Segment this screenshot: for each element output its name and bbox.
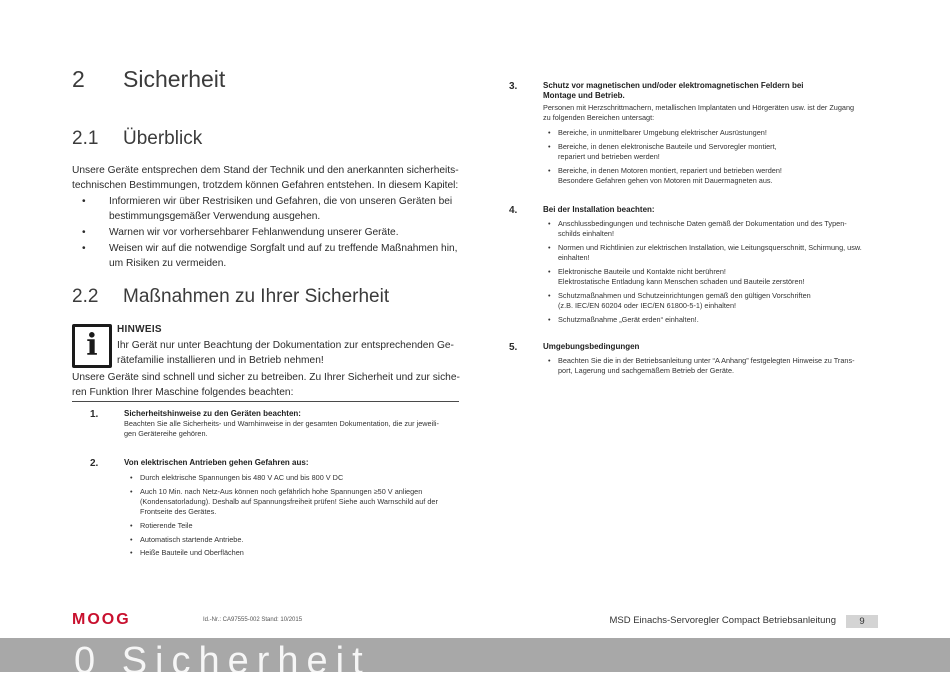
bullet-icon: •	[130, 548, 133, 558]
bullet-icon: •	[82, 227, 86, 238]
chapter-title: Sicherheit	[123, 66, 226, 92]
list-item: • Automatisch startende Antriebe.	[130, 534, 244, 544]
list-item: • Durch elektrische Spannungen bis 480 V AC und bis 800 V DC	[130, 473, 344, 482]
list-item: • Heiße Bauteile und Oberflächen	[130, 548, 244, 558]
list-item: • Schutzmaßnahme „Gerät erden“ einhalten!.	[548, 314, 699, 324]
step-number: 2.	[90, 458, 99, 469]
list-item: • Normen und Richtlinien zur elektrischen Installation, wie Leitungsquerschnitt, Schirmung, usw. einhalten!	[548, 242, 862, 263]
list-item: • Bereiche, in unmittelbarer Umgebung elektrischer Ausrüstungen!	[548, 128, 767, 137]
bullet-icon: •	[82, 243, 86, 254]
page-number: 9	[846, 615, 878, 628]
document-id: Id.-Nr.: CA97555-002 Stand: 10/2015	[203, 617, 303, 623]
section-number: 2.2	[72, 286, 99, 307]
list-item: • Warnen wir vor vorhersehbarer Fehlanwendung unserer Geräte.	[82, 227, 399, 238]
step-text: Personen mit Herzschrittmachern, metallischen Implantaten und Hörgeräten usw. ist der Zugang zu folgenden Bereichen untersagt:	[543, 103, 855, 123]
step-bullets	[548, 219, 878, 328]
bullet-icon: •	[548, 165, 551, 175]
measures-intro: Unsere Geräte sind schnell und sicher zu betreiben. Zu Ihrer Sicherheit und zur siche- ren Funktion Ihrer Maschine folgendes beachten:	[72, 372, 460, 398]
chapter-number: 2	[72, 66, 85, 92]
overview-bullets	[72, 194, 462, 271]
bullet-icon: •	[548, 266, 551, 276]
step-number: 5.	[509, 342, 518, 353]
note-heading: HINWEIS	[117, 324, 162, 335]
step-title: Schutz vor magnetischen und/oder elektromagnetischen Feldern bei Montage und Betrieb.	[543, 81, 804, 100]
step-bullets	[548, 128, 878, 190]
step-title: Bei der Installation beachten:	[543, 205, 655, 214]
bullet-icon: •	[130, 473, 133, 482]
text-line: technischen Bestimmungen, trotzdem können Gefahren entstehen. In diesem Kapitel:	[72, 180, 459, 191]
bullet-icon: •	[548, 242, 551, 252]
step-bullets	[548, 356, 878, 380]
list-item: • Elektronische Bauteile und Kontakte nicht berühren! Elektrostatische Entladung kann Menschen schaden und Bauteile zerstören!	[548, 266, 805, 287]
bullet-icon: •	[548, 314, 551, 324]
step-number: 3.	[509, 81, 518, 92]
bullet-icon: •	[548, 356, 551, 365]
bullet-icon: •	[130, 520, 133, 530]
document-title: MSD Einachs-Servoregler Compact Betriebsanleitung	[609, 615, 836, 626]
step-number: 1.	[90, 409, 99, 420]
bullet-icon: •	[130, 534, 133, 544]
info-icon: i	[72, 324, 112, 368]
bullet-icon: •	[548, 219, 551, 228]
list-item: • Rotierende Teile	[130, 520, 193, 530]
step-title: Sicherheitshinweise zu den Geräten beachten:	[124, 409, 301, 418]
step-title: Umgebungsbedingungen	[543, 342, 640, 351]
list-item: • Weisen wir auf die notwendige Sorgfalt und auf zu treffende Maßnahmen hin, um Risiken zu vermeiden.	[82, 243, 458, 269]
bullet-icon: •	[548, 141, 551, 151]
list-item: • Anschlussbedingungen und technische Daten gemäß der Dokumentation und des Typen- schilds einhalten!	[548, 219, 847, 239]
step-title: Von elektrischen Antrieben gehen Gefahren aus:	[124, 458, 309, 467]
note-text: Ihr Gerät nur unter Beachtung der Dokumentation zur entsprechenden Ge- rätefamilie installieren und in Betrieb nehmen!	[117, 340, 454, 366]
list-item: • Schutzmaßnahmen und Schutzeinrichtungen gemäß den gültigen Vorschriften (z.B. IEC/EN 60204 oder IEC/EN 61800-5-1) einhalten!	[548, 290, 811, 310]
divider	[72, 401, 459, 402]
bullet-icon: •	[130, 486, 133, 496]
list-item: • Bereiche, in denen elektronische Bauteile und Servoregler montiert, repariert und betrieben werden!	[548, 141, 777, 161]
bullet-icon: •	[548, 290, 551, 300]
step-number: 4.	[509, 205, 518, 216]
chapter-band-label: 0 Sicherheit	[74, 640, 371, 682]
moog-logo: MOOG	[72, 611, 131, 628]
step-text: Beachten Sie alle Sicherheits- und Warnhinweise in der gesamten Dokumentation, die zur jeweili- gen Gerätereihe gehören.	[124, 419, 439, 439]
text-line: Unsere Geräte entsprechen dem Stand der Technik und den anerkannten sicherheits-	[72, 165, 459, 176]
list-item: • Auch 10 Min. nach Netz-Aus können noch gefährlich hohe Spannungen ≥50 V anliegen (Kondensatorladung). Deshalb auf Spannungsfreiheit prüfen! Siehe auch Warnschild auf der Frontseite des Gerätes.	[130, 486, 438, 517]
bullet-icon: •	[82, 196, 86, 207]
list-item: • Informieren wir über Restrisiken und Gefahren, die von unseren Geräten bei bestimmungsgemäßer Verwendung ausgehen.	[82, 196, 453, 222]
overview-intro	[72, 163, 462, 193]
list-item: • Bereiche, in denen Motoren montiert, repariert und betrieben werden! Besondere Gefahren gehen von Motoren mit Dauermagneten aus.	[548, 165, 782, 185]
section-number: 2.1	[72, 128, 99, 149]
section-title: Überblick	[123, 128, 203, 149]
list-item: • Beachten Sie die in der Betriebsanleitung unter “A Anhang” festgelegten Hinweise zu Trans- port, Lagerung und sachgemäßem Betrieb der Geräte.	[548, 356, 855, 376]
section-title: Maßnahmen zu Ihrer Sicherheit	[123, 286, 390, 307]
bullet-icon: •	[548, 128, 551, 137]
step-bullets	[130, 473, 460, 562]
